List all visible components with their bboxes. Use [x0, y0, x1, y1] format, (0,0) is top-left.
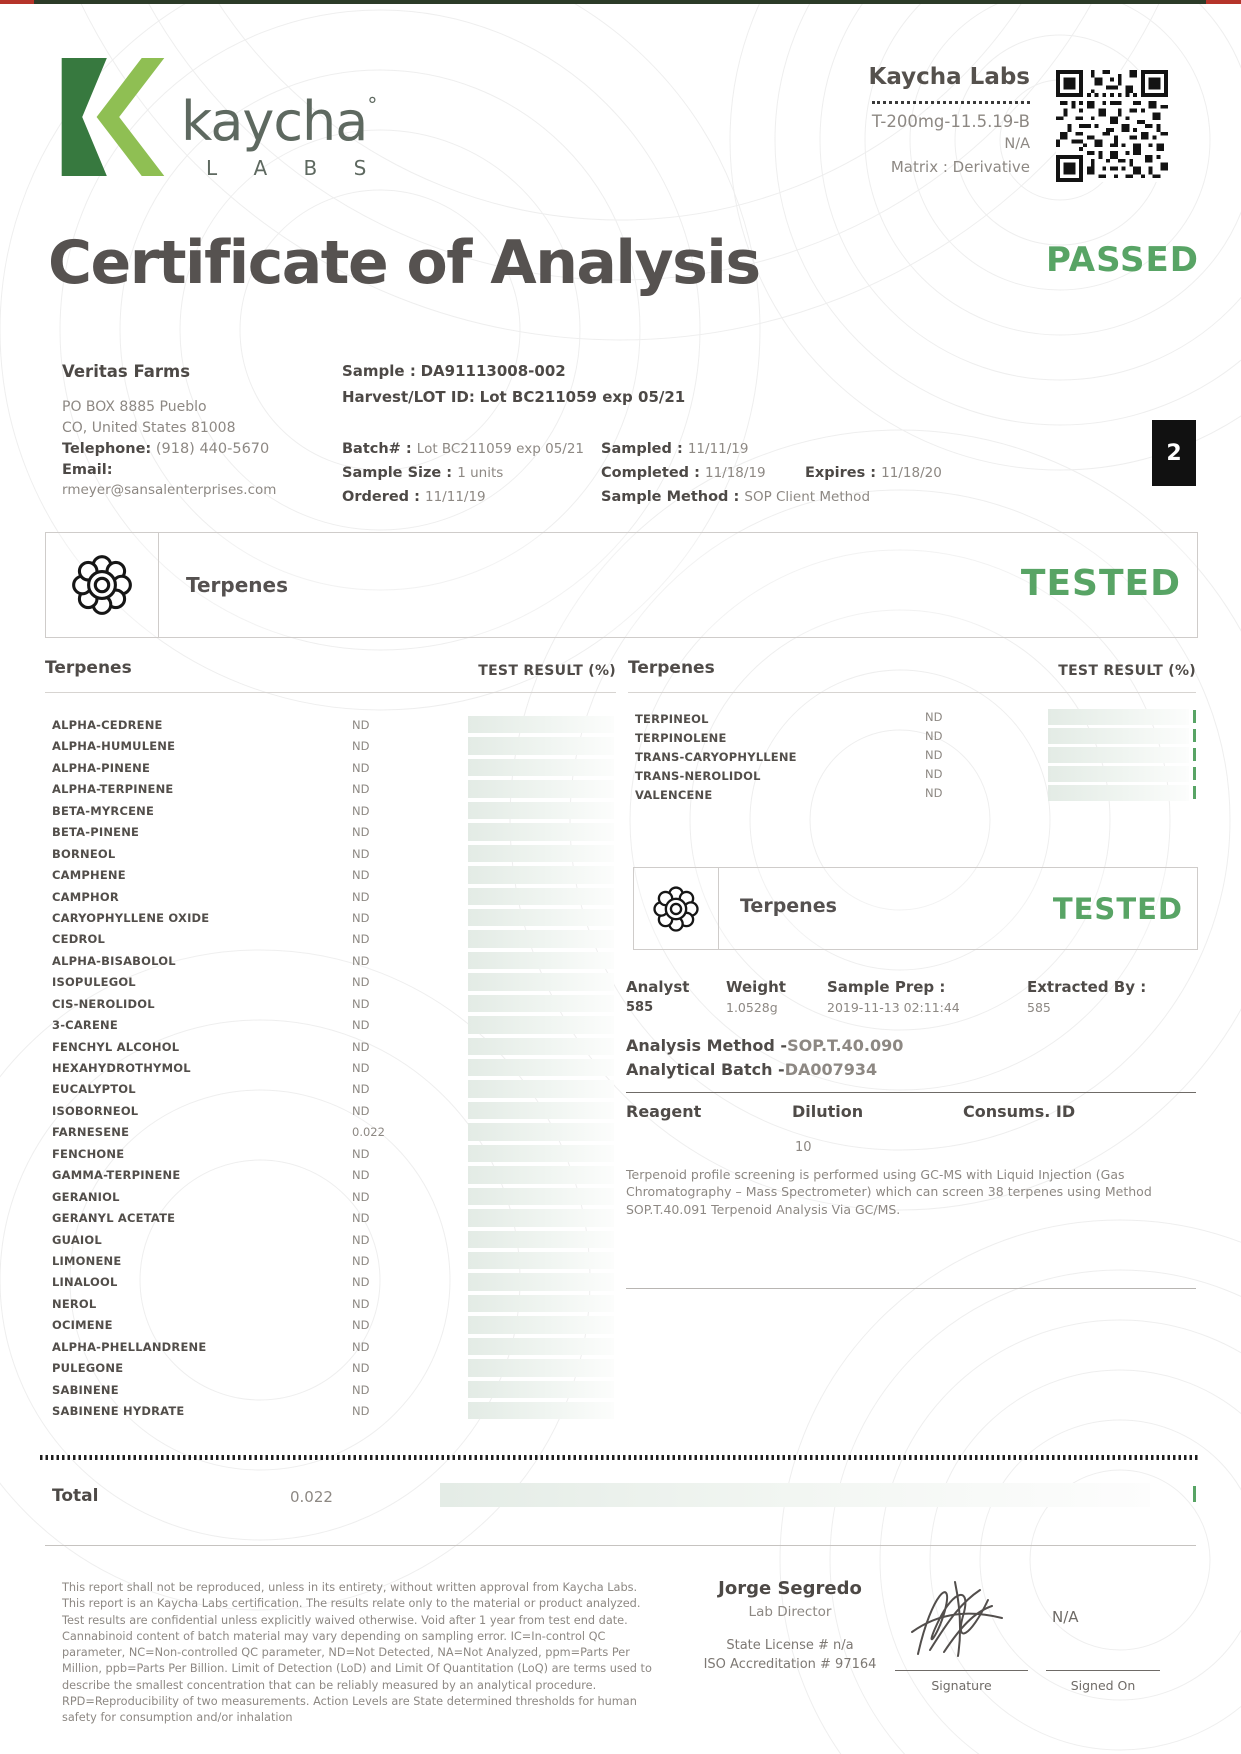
total-result-bar: [440, 1483, 1150, 1507]
terpene-result: ND: [352, 1296, 370, 1311]
result-bar: [468, 823, 614, 840]
terpene-name: CEDROL: [52, 932, 106, 947]
terpene-result: ND: [352, 1039, 370, 1054]
result-tick: [1193, 748, 1196, 761]
table-row: [45, 1186, 616, 1207]
terpene-result: ND: [352, 1146, 370, 1161]
total-value: 0.022: [290, 1488, 333, 1506]
result-bar: [468, 845, 614, 862]
table-row: [45, 757, 616, 778]
method-value: SOP Client Method: [744, 489, 871, 505]
terpene-name: GERANIOL: [52, 1189, 120, 1204]
method-label: Sample Method :: [601, 489, 740, 505]
terpene-result: ND: [352, 1061, 370, 1075]
result-tick: [1193, 729, 1196, 742]
left-table-result-header: TEST RESULT (%): [478, 663, 616, 679]
table-row: [45, 1250, 616, 1271]
analysis-method-label: Analysis Method -: [626, 1036, 788, 1055]
terpene-name: BORNEOL: [52, 846, 116, 861]
result-bar: [468, 973, 614, 990]
section-icon-cell: [634, 868, 719, 949]
result-tick: [1193, 710, 1196, 723]
terpene-result: ND: [352, 1253, 370, 1268]
terpene-name: GAMMA-TERPINENE: [52, 1168, 181, 1183]
terpene-name: OCIMENE: [52, 1318, 113, 1333]
terpene-name: LIMONENE: [52, 1253, 122, 1268]
result-bar: [468, 1080, 614, 1097]
phone-value: (918) 440-5670: [155, 441, 270, 457]
table-row: [45, 1314, 616, 1335]
terpene-result: ND: [352, 932, 370, 947]
table-row: [45, 1357, 616, 1378]
terpene-result: ND: [352, 1082, 370, 1097]
total-label: Total: [52, 1486, 99, 1506]
terpene-name: SABINENE: [52, 1382, 119, 1397]
terpene-result: ND: [352, 1318, 370, 1333]
terpene-name: HEXAHYDROTHYMOL: [52, 1061, 191, 1075]
terpene-result: ND: [352, 825, 370, 840]
table-row: [45, 714, 616, 735]
terpene-result: ND: [352, 803, 370, 818]
terpene-name: EUCALYPTOL: [52, 1082, 136, 1097]
result-bar: [1048, 747, 1189, 763]
terpene-result: ND: [352, 868, 370, 883]
terpene-result: ND: [352, 1232, 370, 1247]
terpene-result: ND: [352, 739, 370, 754]
harvest-lot-line: [342, 388, 685, 406]
terpene-result: ND: [352, 975, 370, 990]
section-status-tested: TESTED: [1020, 563, 1181, 604]
table-row: [628, 746, 1196, 765]
right-terpene-table: [628, 708, 1196, 803]
terpene-name: ALPHA-HUMULENE: [52, 739, 176, 754]
result-bar: [468, 1402, 614, 1419]
table-row: [45, 735, 616, 756]
result-bar: [1048, 766, 1189, 782]
batch-label: Batch# :: [342, 441, 412, 457]
extracted-by-value: 585: [1027, 1000, 1051, 1015]
terpene-result: ND: [925, 729, 943, 743]
terpene-name: PULEGONE: [52, 1361, 124, 1376]
result-bar: [468, 1231, 614, 1248]
table-row: [45, 1143, 616, 1164]
signature-line: [895, 1670, 1028, 1671]
result-bar: [468, 909, 614, 926]
extracted-by-label: Extracted By :: [1027, 978, 1147, 996]
table-row: [628, 727, 1196, 746]
table-row: [45, 1379, 616, 1400]
result-bar: [1048, 785, 1189, 801]
result-bar: [468, 759, 614, 776]
result-bar: [468, 802, 614, 819]
result-bar: [468, 1359, 614, 1376]
batch-value: Lot BC211059 exp 05/21: [416, 441, 585, 457]
terpene-result: ND: [352, 782, 370, 797]
signature-scribble: [900, 1572, 1015, 1667]
terpene-name: FARNESENE: [52, 1125, 130, 1140]
terpene-name: CAMPHOR: [52, 889, 119, 904]
signed-on-label: Signed On: [1070, 1678, 1136, 1693]
crop-mark-right: [1206, 0, 1241, 4]
table-row: [45, 1121, 616, 1142]
client-name: Veritas Farms: [62, 362, 191, 381]
terpene-result: ND: [925, 710, 943, 724]
table-row: [45, 1271, 616, 1292]
terpene-result: ND: [352, 889, 370, 904]
size-value: 1 units: [457, 465, 504, 481]
table-row: [45, 928, 616, 949]
table-row: [628, 765, 1196, 784]
expires-value: 11/18/20: [881, 465, 942, 481]
analytical-batch-label: Analytical Batch -: [626, 1060, 785, 1079]
table-row: [45, 1164, 616, 1185]
result-bar: [468, 930, 614, 947]
table-row: [45, 1207, 616, 1228]
terpene-result: ND: [352, 1275, 370, 1290]
expires-label: Expires :: [805, 465, 877, 481]
analytical-batch-line: [626, 1060, 877, 1079]
table-row: [45, 993, 616, 1014]
sample-value: DA91113008-002: [420, 362, 566, 380]
result-bar: [468, 1102, 614, 1119]
terpene-name: ALPHA-PINENE: [52, 760, 151, 775]
completed-line: [601, 462, 766, 481]
sampled-label: Sampled :: [601, 441, 683, 457]
terpene-result: ND: [352, 1168, 370, 1183]
table-row: [45, 907, 616, 928]
terpene-name: CIS-NEROLIDOL: [52, 996, 155, 1011]
phone-label: Telephone:: [62, 441, 152, 457]
harvest-label: Harvest/LOT ID:: [342, 388, 475, 406]
analyst-label: Analyst: [626, 978, 690, 996]
signature-label: Signature: [931, 1678, 992, 1693]
dotted-separator: [40, 1455, 1200, 1460]
sample-alt: N/A: [1004, 136, 1030, 153]
completed-label: Completed :: [601, 465, 700, 481]
terpene-name: NEROL: [52, 1296, 97, 1311]
terpene-result: ND: [925, 767, 943, 781]
terpene-name: BETA-PINENE: [52, 825, 140, 840]
section-icon-cell: [46, 533, 159, 637]
result-bar: [468, 888, 614, 905]
director-name: Jorge Segredo: [718, 1578, 862, 1599]
terpene-name: TRANS-NEROLIDOL: [635, 769, 761, 783]
result-bar: [468, 716, 614, 733]
terpene-result: ND: [352, 1189, 370, 1204]
table-row: [45, 800, 616, 821]
terpene-result: ND: [352, 1339, 370, 1354]
result-bar: [468, 952, 614, 969]
table-row: [45, 1400, 616, 1421]
terpene-name: LINALOOL: [52, 1275, 118, 1290]
terpene-name: FENCHYL ALCOHOL: [52, 1039, 180, 1054]
signed-on-line: [1046, 1670, 1160, 1671]
sampled-value: 11/11/19: [687, 441, 749, 457]
result-bar: [468, 1123, 614, 1140]
sample-code: T-200mg-11.5.19-B: [871, 111, 1030, 131]
right-table-name-header: Terpenes: [628, 658, 715, 678]
completed-value: 11/18/19: [704, 465, 766, 481]
brand-text: kaycha: [181, 90, 368, 153]
section-title: Terpenes: [186, 573, 289, 597]
left-terpene-table: [45, 714, 616, 1421]
result-bar: [468, 1059, 614, 1076]
terpene-result: ND: [352, 1103, 370, 1118]
terpene-name: ISOBORNEOL: [52, 1103, 139, 1118]
table-row: [628, 708, 1196, 727]
terpene-name: ISOPULEGOL: [52, 975, 136, 990]
result-bar: [1048, 728, 1189, 744]
result-bar: [468, 1209, 614, 1226]
reagent-header: Reagent: [626, 1102, 702, 1121]
result-bar: [468, 1038, 614, 1055]
table-row: [45, 1036, 616, 1057]
sample-prep-label: Sample Prep :: [827, 978, 946, 996]
terpene-flower-icon: [651, 884, 701, 934]
lab-header-block: [760, 60, 1030, 179]
terpene-result: ND: [352, 1211, 370, 1226]
terpenes-section-header: [45, 532, 1198, 638]
signed-on-value: N/A: [1052, 1608, 1079, 1626]
result-bar: [468, 1166, 614, 1183]
terpene-result: ND: [352, 953, 370, 968]
result-tick: [1193, 786, 1196, 799]
result-bar: [468, 1338, 614, 1355]
terpene-name: 3-CARENE: [52, 1018, 118, 1033]
table-row: [45, 843, 616, 864]
kaycha-logo-mark: [60, 58, 166, 176]
table-row: [628, 784, 1196, 803]
analyst-value: 585: [626, 1000, 654, 1015]
terpene-result: ND: [352, 910, 370, 925]
terpene-result: ND: [352, 1382, 370, 1397]
consums-id-header: Consums. ID: [963, 1102, 1076, 1121]
result-bar: [468, 1016, 614, 1033]
terpene-name: TERPINEOL: [635, 712, 709, 726]
terpene-name: ALPHA-CEDRENE: [52, 718, 163, 732]
brand-wordmark: [181, 90, 376, 153]
ordered-label: Ordered :: [342, 489, 420, 505]
table-row: [45, 1057, 616, 1078]
terpene-flower-icon: [69, 552, 135, 618]
terpene-name: TERPINOLENE: [635, 731, 727, 745]
analytical-batch-value: DA007934: [784, 1060, 878, 1079]
right-table-result-header: TEST RESULT (%): [1058, 663, 1196, 679]
batch-line: [342, 438, 584, 457]
terpene-name: VALENCENE: [635, 788, 713, 802]
crop-line-top: [34, 0, 1206, 4]
left-table-name-header: Terpenes: [45, 658, 132, 678]
terpene-name: GUAIOL: [52, 1232, 102, 1247]
table-row: [45, 1100, 616, 1121]
result-bar: [468, 737, 614, 754]
terpene-result: ND: [352, 846, 370, 861]
weight-value: 1.0528g: [726, 1000, 778, 1015]
terpene-name: ALPHA-TERPINENE: [52, 782, 174, 797]
section-title: Terpenes: [740, 895, 837, 917]
table-row: [45, 778, 616, 799]
matrix-line: Matrix : Derivative: [890, 158, 1030, 176]
terpene-name: CAMPHENE: [52, 868, 126, 883]
table-row: [45, 1336, 616, 1357]
terpene-result: ND: [925, 748, 943, 762]
result-bar: [468, 1381, 614, 1398]
terpene-result: ND: [352, 1361, 370, 1376]
table-row: [45, 886, 616, 907]
result-bar: [468, 1188, 614, 1205]
terpene-result: 0.022: [352, 1125, 385, 1140]
table-row: [45, 864, 616, 885]
terpene-name: ALPHA-BISABOLOL: [52, 953, 176, 968]
client-address-2: CO, United States 81008: [62, 420, 236, 436]
section-status-tested: TESTED: [1052, 892, 1183, 926]
terpene-result: ND: [352, 1404, 370, 1418]
table-row: [45, 971, 616, 992]
crop-mark-left: [0, 0, 34, 4]
terpene-name: SABINENE HYDRATE: [52, 1404, 185, 1418]
table-row: [45, 1229, 616, 1250]
table-row: [45, 1078, 616, 1099]
result-bar: [1048, 709, 1189, 725]
dilution-header: Dilution: [792, 1102, 864, 1121]
terpene-result: ND: [352, 996, 370, 1011]
client-block: [62, 362, 276, 498]
result-bar: [468, 1145, 614, 1162]
size-label: Sample Size :: [342, 465, 453, 481]
weight-label: Weight: [726, 978, 786, 996]
disclaimer-text: This report shall not be reproduced, unless in its entirety, without written approval from Kaycha Labs. This report is an Kaycha Labs certification. The results relate only to the material or product analyzed. Test results are confidential unless explicitly waived otherwise. Void after 1 year from test end date. Cannabinoid content of batch material may vary depending on sampling error. IC=In-control QC parameter, NC=Non-controlled QC parameter, ND=Not Detected, NA=Not Analyzed, ppm=Parts Per Million, ppb=Parts Per Billion. Limit of Detection (LoD) and Limit Of Quantitation (LoQ) are terms used to describe the smallest concentration that can be reliably measured by an analytical procedure. RPD=Reproducibility of two measurements. Action Levels are State determined thresholds for human safety for consumption and/or inhalation: [62, 1581, 652, 1725]
email-label: Email:: [62, 462, 113, 478]
director-block: [680, 1578, 900, 1672]
result-tick: [1193, 767, 1196, 780]
director-title: Lab Director: [748, 1604, 832, 1620]
terpene-name: GERANYL ACETATE: [52, 1211, 176, 1226]
dilution-value: 10: [795, 1140, 812, 1155]
result-bar: [468, 1295, 614, 1312]
result-bar: [468, 995, 614, 1012]
terpene-result: ND: [925, 786, 943, 800]
qr-code: [1056, 70, 1168, 182]
harvest-value: Lot BC211059 exp 05/21: [479, 388, 686, 406]
client-address-1: PO BOX 8885 Pueblo: [62, 399, 207, 415]
terpene-name: ALPHA-PHELLANDRENE: [52, 1339, 207, 1354]
table-row: [45, 821, 616, 842]
result-bar: [468, 780, 614, 797]
result-bar: [468, 1273, 614, 1290]
state-license: State License # n/a: [726, 1638, 854, 1653]
total-result-tick: [1193, 1486, 1196, 1502]
sampled-line: [601, 438, 748, 457]
status-passed: PASSED: [1045, 240, 1199, 280]
result-bar: [468, 1252, 614, 1269]
page-title: Certificate of Analysis: [48, 228, 760, 298]
result-bar: [468, 1316, 614, 1333]
terpene-result: ND: [352, 718, 370, 732]
table-row: [45, 1014, 616, 1035]
analysis-method-line: [626, 1036, 903, 1055]
terpene-name: TRANS-CARYOPHYLLENE: [635, 750, 797, 764]
brand-sub-text: L A B S: [206, 156, 382, 180]
expires-line: [805, 462, 942, 481]
email-value: rmeyer@sansalenterprises.com: [62, 482, 277, 498]
terpene-result: ND: [352, 1018, 370, 1033]
lab-name: Kaycha Labs: [868, 64, 1030, 90]
table-row: [45, 950, 616, 971]
sample-size-line: [342, 462, 503, 481]
dotted-divider: [872, 101, 1030, 104]
sample-label: Sample :: [342, 362, 416, 380]
terpene-name: FENCHONE: [52, 1146, 125, 1161]
terpenes-section-header-2: [633, 867, 1198, 950]
brand-trademark: °: [367, 93, 377, 117]
ordered-line: [342, 486, 486, 505]
result-bar: [468, 866, 614, 883]
iso-accreditation: ISO Accreditation # 97164: [703, 1657, 877, 1672]
terpene-name: CARYOPHYLLENE OXIDE: [52, 910, 210, 925]
terpenoid-method-note: Terpenoid profile screening is performed using GC-MS with Liquid Injection (Gas Chromatography – Mass Spectrometer) which can screen 38 terpenes using Method SOP.T.40.091 Terpenoid Analysis Via GC/MS.: [626, 1167, 1152, 1217]
analysis-method-value: SOP.T.40.090: [787, 1036, 904, 1055]
terpene-result: ND: [352, 760, 370, 775]
sample-prep-value: 2019-11-13 02:11:44: [827, 1000, 960, 1015]
page-number-tab: 2: [1152, 420, 1196, 486]
sample-id-line: [342, 362, 566, 380]
terpene-name: BETA-MYRCENE: [52, 803, 155, 818]
ordered-value: 11/11/19: [425, 489, 486, 505]
table-row: [45, 1293, 616, 1314]
sample-method-line: [601, 486, 870, 505]
